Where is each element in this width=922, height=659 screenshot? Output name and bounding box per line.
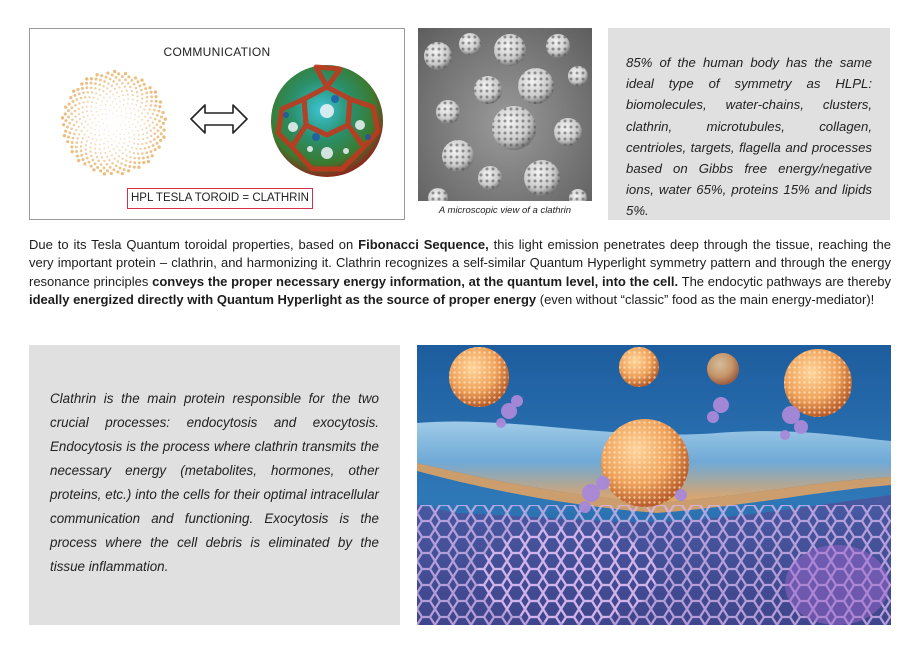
clathrin-micrograph — [418, 28, 592, 220]
body-text-4: (even without “classic” food as the main energy-mediator)! — [536, 292, 875, 308]
body-text-1: Due to its Tesla Quantum toroidal properties, based on — [29, 237, 359, 252]
tesla-toroid-image — [61, 70, 167, 176]
clathrin-process-box — [29, 345, 400, 625]
communication-figure — [29, 28, 405, 220]
body-bold-3: ideally energized directly with Quantum Hyperlight as the source of proper energy — [29, 292, 537, 308]
cell-membrane-illustration — [417, 345, 891, 625]
body-paragraph — [29, 236, 891, 310]
body-bold-1: Fibonacci Sequence, — [358, 237, 489, 252]
clathrin-process-text: Clathrin is the main protein responsible for the two crucial processes: endocytosis and exocytosis. Endocytosis is the process where clathrin transmits the necessary energy (metabolites, hormones, other proteins, etc.) into the cells for their optimal intracellular communication and functioning. Exocytosis is the process where the cell debris is eliminated by the tissue inflammation. — [50, 391, 379, 574]
toroid-clathrin-equation: HPL TESLA TOROID = CLATHRIN — [127, 188, 313, 209]
clathrin-lattice — [417, 495, 891, 625]
clathrin-cage-image — [271, 65, 383, 177]
symmetry-stat-text: 85% of the human body has the same ideal type of symmetry as HLPL: biomolecules, water-chains, clusters, clathrin, microtubules, collagen, centrioles, targets, flagella and processes based on Gibbs free energy/negative ions, water 65%, proteins 15% and lipids 5%. — [626, 55, 872, 219]
endocytosis-illustration — [417, 345, 891, 625]
micrograph-caption: A microscopic view of a clathrin — [418, 201, 592, 220]
microscope-photo — [418, 28, 592, 220]
body-text-2: this light emission penetrates deep through the tissue, reaching the very important protein – clathrin, and harmonizing it. Clathrin recognizes a self-similar Quantum Hyperlight symmetry pattern and through the energy resonance principles — [29, 237, 891, 289]
symmetry-stat-box — [608, 28, 890, 220]
body-bold-2: conveys the proper necessary energy information, at the quantum level, into the cell. — [152, 273, 679, 289]
double-arrow-icon — [191, 105, 247, 133]
communication-title: COMMUNICATION — [163, 45, 271, 59]
body-text-3: The endocytic pathways are thereby — [678, 273, 891, 289]
